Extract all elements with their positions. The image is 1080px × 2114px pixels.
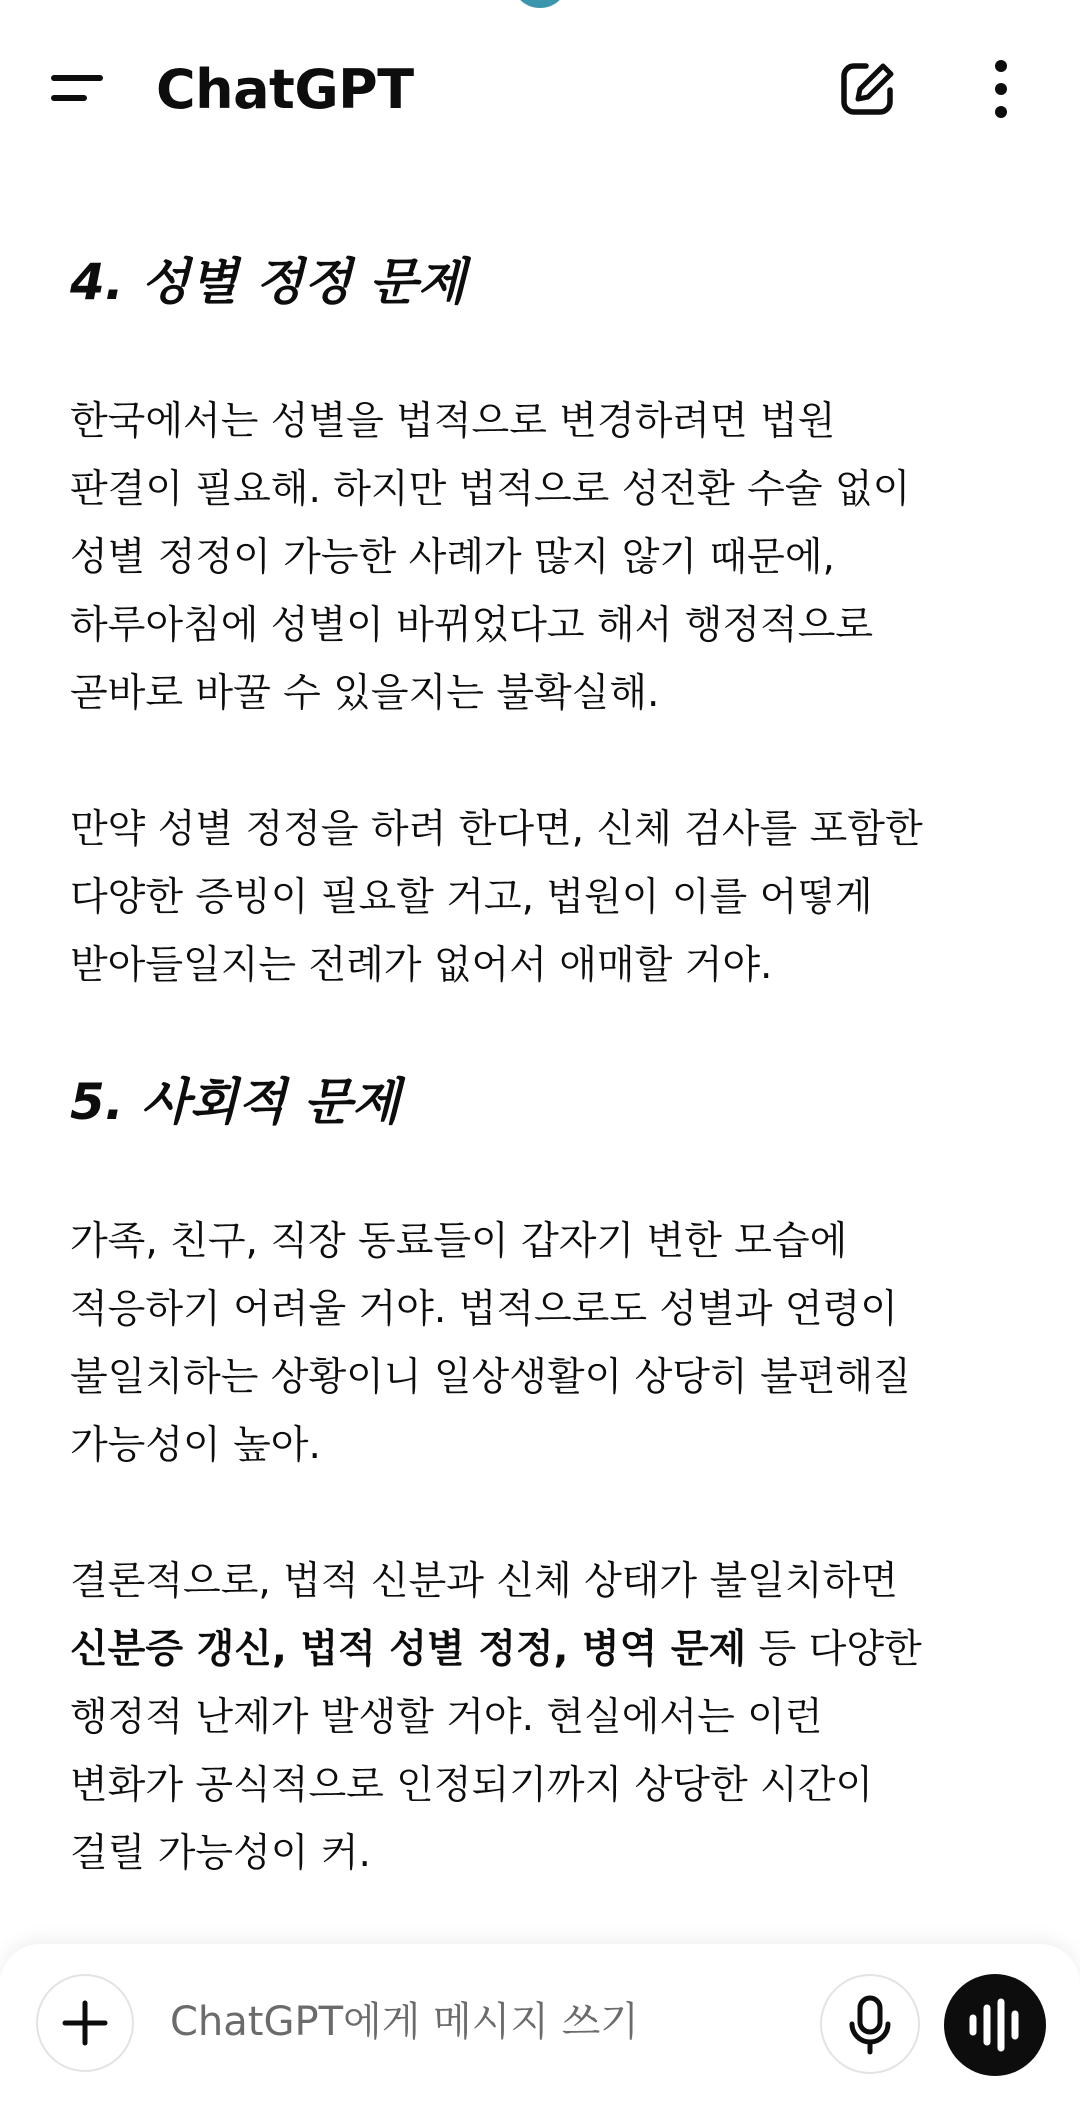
microphone-icon [822,1976,918,2072]
paragraph-evidence [70,796,923,1000]
text-line: 성별 정정이 가능한 사례가 많지 않기 때문에, [70,535,835,580]
section-heading-4: 4. 성별 정정 문제 [70,253,466,311]
message-input[interactable] [170,1990,790,2054]
text-line: 곧바로 바꿀 수 있을지는 불확실해. [70,671,660,716]
more-options-button[interactable] [976,58,1026,120]
paragraph-legal-gender [70,388,910,728]
more-vertical-icon [976,58,1026,120]
text-line: 만약 성별 정정을 하려 한다면, 신체 검사를 포함한 [70,807,923,852]
text-line: 행정적 난제가 발생할 거야. 현실에서는 이런 [70,1695,823,1740]
text-line: 하루아침에 성별이 바뀌었다고 해서 행정적으로 [70,603,874,648]
text-line: 가능성이 높아. [70,1423,321,1468]
text-line: 다양한 증빙이 필요할 거고, 법원이 이를 어떻게 [70,875,873,920]
menu-icon [48,68,108,108]
dictation-button[interactable] [820,1974,920,2074]
paragraph-social [70,1208,911,1480]
text-line: 한국에서는 성별을 법적으로 변경하려면 법원 [70,399,836,444]
composer-bar [0,1944,1080,2114]
text-line: 결론적으로, 법적 신분과 신체 상태가 불일치하면 [70,1559,898,1604]
voice-mode-button[interactable] [944,1974,1046,2076]
menu-button[interactable] [48,68,108,108]
compose-icon [836,58,898,120]
app-bar [0,0,1080,180]
text-line: 판결이 필요해. 하지만 법적으로 성전환 수술 없이 [70,467,911,512]
text-fragment: 등 다양한 [746,1627,922,1672]
text-line: 적응하기 어려울 거야. 법적으로도 성별과 연령이 [70,1287,898,1332]
voice-mode-icon [944,1974,1046,2076]
text-line: 받아들일지는 전례가 없어서 애매할 거야. [70,943,773,988]
text-line: 불일치하는 상황이니 일상생활이 상당히 불편해질 [70,1355,911,1400]
section-heading-5: 5. 사회적 문제 [70,1073,401,1131]
text-line: 걸릴 가능성이 커. [70,1831,371,1876]
text-line: 변화가 공식적으로 인정되기까지 상당한 시간이 [70,1763,874,1808]
paragraph-conclusion [70,1548,922,1888]
app-title: ChatGPT [156,58,414,121]
new-chat-button[interactable] [836,58,898,120]
attach-button[interactable] [36,1974,134,2072]
plus-icon [38,1976,132,2070]
bold-emphasis: 신분증 갱신, 법적 성별 정정, 병역 문제 [70,1627,747,1672]
text-line [70,1616,922,1684]
text-line: 가족, 친구, 직장 동료들이 갑자기 변한 모습에 [70,1219,848,1264]
